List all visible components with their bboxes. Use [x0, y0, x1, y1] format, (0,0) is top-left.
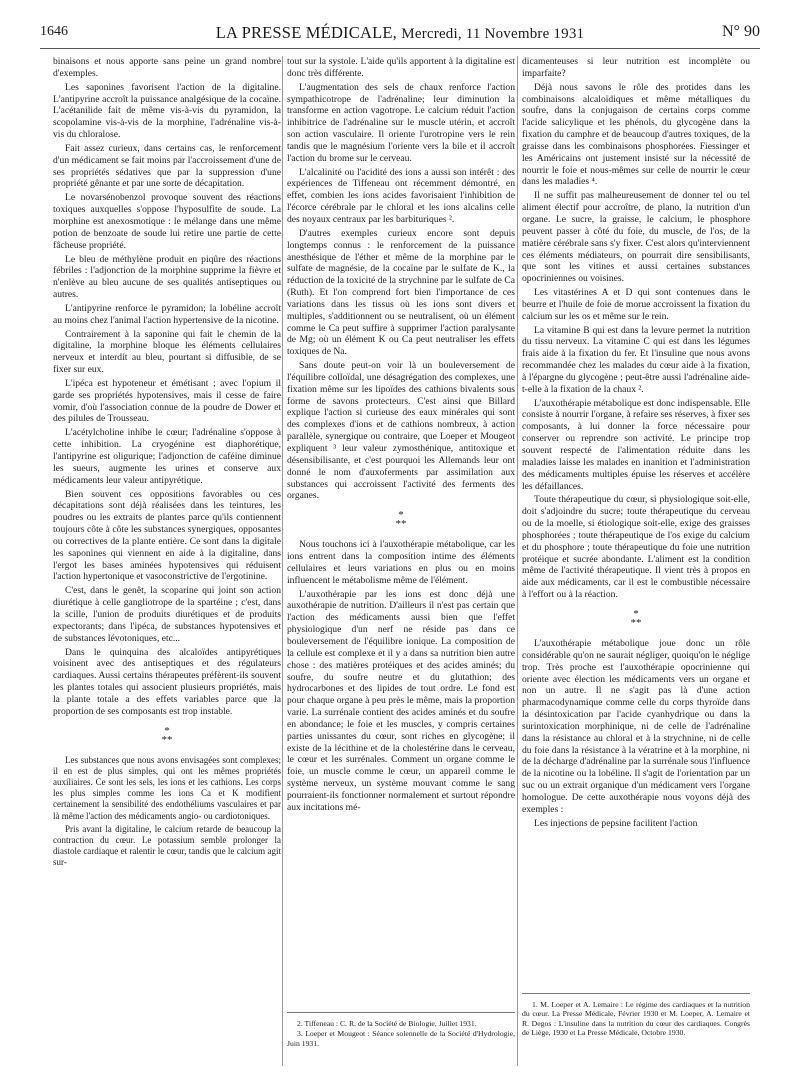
paragraph: Le bleu de méthylène produit en piqûre des réactions fébriles : l'adjonction de la morphine supprime la fièvre et n'enlève au bleu aucune de ses qualités antiseptiques ou autres. [53, 253, 281, 301]
column-rule [282, 56, 283, 1066]
paragraph: binaisons et nous apporte sans peine un grand nombre d'exemples. [53, 56, 281, 79]
separator-stars: ** [630, 616, 642, 629]
separator-star: * [633, 607, 639, 620]
paragraph: L'antipyrine renforce le pyramidon; la lobéline accroît au moins chez l'animal l'action hypertensive de la nicotine. [53, 302, 281, 326]
issue-date: Mercredi, 11 Novembre 1931 [401, 26, 585, 42]
text-column-1 [53, 56, 281, 871]
paragraph: Bien souvent ces oppositions favorables ou ces décapitations sont déjà réalisées dans les teintures, les poudres ou les extraits de plantes parce qu'ils contiennent toujours côte à côte les substances synergiques, opposantes ou correctives de la plante entière. Ce sont dans la digitale les saponines qui viennent en aide à la digitaline, dans l'ergot les bases aminées hypotensives qui réduisent l'action hypertonique et vasoconstrictive de l'ergotinine. [53, 488, 281, 583]
paragraph: Les injections de pepsine facilitent l'action [534, 817, 698, 829]
text-column-3 [522, 56, 750, 831]
page-number: 1646 [40, 24, 68, 39]
section-separator [287, 511, 515, 529]
column-rule [517, 56, 518, 1066]
paragraph: dicamenteuses si leur nutrition est incomplète ou imparfaite? [522, 56, 750, 79]
paragraph: Les saponines favorisent l'action de la digitaline. L'antipyrine accroît la puissance analgésique de la cocaïne. L'acétanilide fait de même vis-à-vis du pyramidon, la scopolamine vis-à-vis de la morphine, l'adrénaline vis-à-vis du chloralose. [53, 81, 281, 141]
footnote: 3. Loeper et Mougeot : Séance solennelle de la Société d'Hydrologie, Juin 1931. [287, 1029, 515, 1048]
paragraph: L'acétylcholine inhibe le cœur; l'adrénaline s'oppose à cette inhibition. La cryogénine est diaphorétique, l'antipyrine est oligurique; l'adjonction de caféine diminue les sueurs, augmente les urines et conserve aux médicaments leur valeur antipyrétique. [53, 427, 281, 486]
paragraph: tout sur la systole. L'aide qu'ils apportent à la digitaline est donc très différente. [287, 56, 515, 79]
paragraph: L'ipéca est hypoteneur et émétisant ; avec l'opium il garde ses propriétés hypotensives, mais il cesse de faire vomir, d'où l'association connue de la poudre de Dower et des pilules de Trousseau. [53, 377, 281, 425]
paragraph: D'autres exemples curieux encore sont depuis longtemps connus : le renforcement de la puissance anesthésique de l'éther et même de la morphine par le sulfate de magnésie, de la cocaïne par le sulfate de K., la réduction de la toxicité de la strychnine par le sulfate de Ca (Ruth). Et l'on comprend fort bien l'importance de ces variations dans les tissus où les ions sont divers et multiples, s'additionnent ou se neutralisent, où un élément comme le Ca peut suffire à supprimer l'action paralysante de Mg; où un élément K ou Ca peut neutraliser les effets toxiques de Na. [287, 227, 515, 358]
paragraph: Dans le quinquina des alcaloïdes antipyrétiques voisinent avec des antiseptiques et des régulateurs cardiaques. Aussi certains thérapeutes préfèrent-ils souvent les plantes totales qui associent plusieurs propriétés, mais la plante totale a des effets variables parce que la proportion de ses composants est trop instable. [53, 646, 281, 717]
journal-name: LA PRESSE MÉDICALE, [215, 23, 397, 42]
text-column-2 [287, 56, 515, 816]
paragraph: C'est, dans le genêt, la scoparine qui joint son action diurétique à celle gangliotrope de la spartéine ; c'est, dans la scille, l'union de produits diurétiques et de produits expectorants; dans l'ipéca, de substances hypotensives et de substances lévotoniques, etc... [53, 585, 281, 644]
paragraph: L'auxothérapie par les ions est donc déjà une auxothérapie de nutrition. D'ailleurs il n'est pas certain que l'action des médicaments aussi bien que l'effet physiologique d'un nerf ne réside pas dans ce bouleversement de l'équilibre ionique. La composition de la cellule est complexe et il y a dans sa nutrition bien autre chose : des matières protéiques et des acides aminés; du soufre, du soufre neutre et du glutathion; des hydrocarbones et des lipides de tout ordre. Le fond est pour chaque organe à peu près le même, mais la proportion varie. La surrénale contient des acides aminés et du soufre en abondance; le foie et les muscles, y compris certaines parties unissantes du cœur, sont riches en glycogène; il existe de la lécithine et de la cholestérine dans le cerveau, le cœur et les surrénales. Comment un organe comme le foie, un muscle comme le cœur, un appareil comme le système nerveux, un système mouvant comme le sang pourraient-ils fonctionner normalement et surtout répondre aux incitations mé- [287, 588, 515, 813]
separator-star: * [164, 724, 170, 737]
paragraph: Le novarsénobenzol provoque souvent des réactions toxiques auxquelles s'oppose l'hyposulfite de soude. La morphine est anexosmotique : le mélange dans une même potion de benzoate de soude lui retire une partie de cette fâcheuse propriété. [53, 192, 281, 251]
paragraph: Il ne suffit pas malheureusement de donner tel ou tel aliment électif pour accroître, de plano, la nutrition d'un organe. Le sucre, la graisse, le calcium, le phosphore peuvent passer à côté du foie, du muscle, de l'os, de la matière cérébrale sans s'y fixer. C'est alors qu'interviennent ces éléments médiateurs, on pourrait dire sensibilisants, que sont les vitines et aussi certaines substances opocriniennes ou voisines. [522, 190, 750, 285]
paragraph: Contrairement à la saponine qui fait le chemin de la digitaline, la morphine bloque les éléments cellulaires nerveux et interdit au bleu, pourtant si diffusible, de se fixer sur eux. [53, 328, 281, 376]
paragraph: Déjà nous savons le rôle des protides dans les combinaisons alcaloïdiques et même métalliques du soufre, dans la conjugaison de certains corps comme l'acide salicylique et les phénols, du glycogène dans la fixation du camphre et de beaucoup d'autres toxiques, de la graisse dans les combinaisons phosphorées. Fiessinger et les Américains ont justement insisté sur la nécessité de nourrir le foie et nous-mêmes sur celle de nourrir le cœur dans les maladies ⁴. [522, 81, 750, 188]
footnotes-column-2 [287, 1012, 515, 1049]
separator-stars: ** [161, 733, 173, 746]
footnote: 2. Tiffeneau : C. R. de la Société de Biologie, Juillet 1931. [297, 1019, 477, 1028]
paragraph: Toute thérapeutique du cœur, si physiologique soit-elle, doit s'adjoindre du sucre; toute thérapeutique du cerveau ou de la moelle, si étiologique soit-elle, exige des graisses phosphorées ; toute thérapeutique de l'os exige du calcium et du phosphore ; toute thérapeutique du foie une nutrition protéique et sucrée abondante. L'aliment est la condition même de l'activité thérapeutique. Il vient très à propos en aide aux médicaments, car il est le combustible nécessaire à l'effort ou à la réaction. [522, 494, 750, 601]
issue-number: N° 90 [722, 23, 760, 40]
paragraph: L'alcalinité ou l'acidité des ions a aussi son intérêt : des expériences de Tiffeneau ont récemment démontré, en effet, combien les ions acides favorisaient l'inhibition de l'écorce cérébrale par le chloral et les ions alcalins celle des noyaux centraux par les barbituriques ². [287, 166, 515, 225]
paragraph: L'augmentation des sels de chaux renforce l'action sympathicotrope de l'adrénaline; leur diminution la transforme en action vagotrope. Le calcium réduit l'action inhibitrice de l'adrénaline sur le muscle utérin, et accroît son action vasculaire. Il oriente l'urotropine vers le rein tandis que le magnésium l'oriente vers la bile et il accroît l'action du brome sur le cerveau. [287, 81, 515, 164]
section-separator [522, 607, 750, 629]
paragraph: L'auxothérapie métabolique joue donc un rôle considérable qu'on ne saurait négliger, quoiqu'on le néglige trop. Très proche est l'auxothérapie opocrinienne qui oriente avec élection les médicaments vers un organe et non un autre. Il ne s'agit pas là d'une action pharmacodynamique comme celle du corps thyroïde dans la désintoxication par l'acide cyanhydrique ou dans la surintoxication morphinique, ni de celle de l'adrénaline dans la résistance au chloral et à la strychnine, ni de celle du foie dans la résistance à la vératrine et à la morphine, ni de la décharge d'adrénaline par la surrénale sous l'influence de la nicotine ou la lobéline. Il s'agit de l'orientation par un suc ou un extrait organique d'un médicament vers l'organe homologue. De cette auxothérapie nous voyons déjà des exemples : [522, 637, 750, 815]
section-separator [53, 724, 281, 746]
paragraph: Fait assez curieux, dans certains cas, le renforcement d'un médicament se fait moins par l'accroissement d'une de ses propriétés sédatives que par la suppression d'une propriété gênante et par une sorte de décapitation. [53, 142, 281, 190]
paragraph: Nous touchons ici à l'auxothérapie métabolique, car les ions entrent dans la composition intime des éléments cellulaires et leurs variations en plus ou en moins influencent le métabolisme même de l'élément. [287, 539, 515, 586]
separator-stars: ** [395, 518, 407, 531]
footnotes-column-3 [522, 993, 750, 1039]
paragraph: Sans doute peut-on voir là un bouleversement de l'équilibre colloïdal, une désagrégation des complexes, une fixation même sur les lipoïdes des cathions bivalents sous forme de savons protecteurs. C'est ainsi que Billard explique l'action si curieuse des eaux minérales qui sont des complexes d'ions et de cathions nombreux, à action parallèle, synergique ou contraire, que Loeper et Mougeot expliquent ³ leur valeur zymosthénique, antitoxique et désensibilisante, et c'est pourquoi les Allemands leur ont donné le nom d'auxoferments par assimilation aux substances qui accroissent l'activité des ferments des organes. [287, 360, 515, 502]
paragraph: L'auxothérapie métabolique est donc indispensable. Elle consiste à nourrir l'organe, à refaire ses réserves, à fixer ses composants, à lui donner la force nécessaire pour conserver ou reprendre son activité. Le principe trop souvent respecté de l'alimentation réduite dans les maladies laisse les malades en inanition et l'administration des médicaments multiples épuise les réserves et accélère les défaillances. [522, 397, 750, 492]
paragraph: Pris avant la digitaline, le calcium retarde de beaucoup la contraction du cœur. Le potassium semble prolonger la diastole cardiaque et ralentir le cœur, tandis que le calcium agit sur- [53, 823, 281, 868]
paragraph: La vitamine B qui est dans la levure permet la nutrition du tissu nerveux. La vitamine C qui est dans les légumes frais aide à la fixation du fer. Et l'insuline que nous avons recommandée chez les malades du cœur aide à la fixation, à l'épargne du glycogène ; peut-être aussi l'adrénaline aide-t-elle à la fixation de la chaux ². [522, 324, 750, 395]
page-header [40, 22, 760, 49]
paragraph: Les vitastérines A et D qui sont contenues dans le beurre et l'huile de foie de morue accroissent la fixation du calcium sur les os et même sur le rein. [522, 287, 750, 322]
paragraph: Les substances que nous avons envisagées sont complexes; il en est de plus simples, qui ont les mêmes propriétés auxiliaires. Ce sont les sels, les ions et les cathions. Les corps les plus simples comme les ions Ca et K modifient certainement la sensibilité des endothéliums vasculaires et par là même l'action des médicaments angio- ou cardiotoniques. [53, 754, 281, 821]
separator-star: * [398, 509, 404, 522]
footnote: 1. M. Loeper et A. Lemaire : Le régime des cardiaques et la nutrition du cœur. La Presse Médicale, Février 1930 et M. Loeper, A. Lemaire et R. Degos : L'insuline dans la nutrition du cœur des cardiaques. Congrès de Liège, 1930 et La Presse Médicale, Octobre 1930. [522, 1000, 750, 1038]
running-title [40, 23, 760, 43]
